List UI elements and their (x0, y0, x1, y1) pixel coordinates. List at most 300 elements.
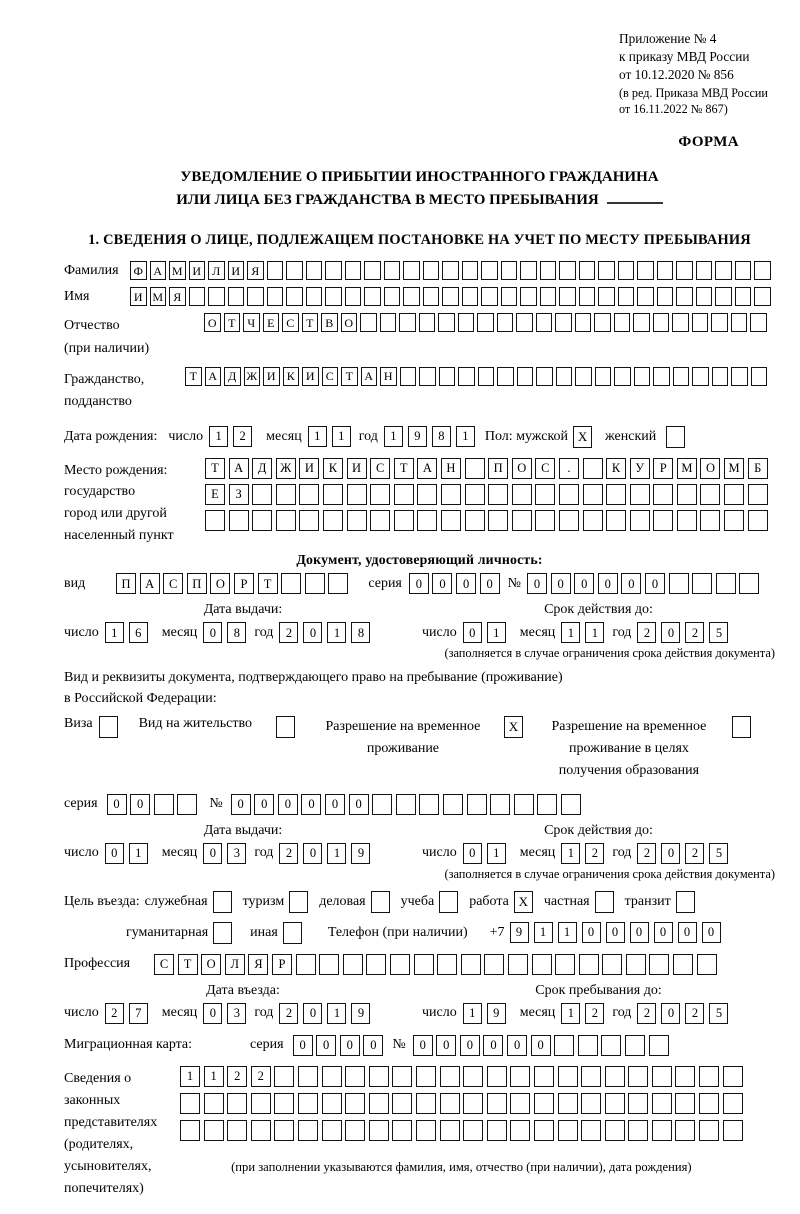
form-cell[interactable]: 0 (349, 794, 369, 815)
form-cell[interactable] (626, 954, 646, 975)
form-cell[interactable] (298, 1066, 318, 1087)
form-cell[interactable] (510, 1120, 530, 1141)
form-cell[interactable] (649, 954, 669, 975)
surname-input[interactable] (130, 261, 771, 280)
citizenship-input[interactable] (185, 367, 767, 386)
form-cell[interactable] (417, 510, 437, 531)
form-cell[interactable] (630, 484, 650, 505)
form-cell[interactable] (252, 510, 272, 531)
form-cell[interactable] (534, 1120, 554, 1141)
form-cell[interactable] (180, 1093, 200, 1114)
form-cell[interactable] (423, 261, 440, 280)
form-cell[interactable]: О (512, 458, 532, 479)
form-cell[interactable] (417, 484, 437, 505)
form-cell[interactable] (559, 287, 576, 306)
form-cell[interactable]: 0 (661, 622, 680, 643)
form-cell[interactable] (669, 573, 689, 594)
stay-month[interactable] (561, 1003, 604, 1024)
birth-place-input-row2[interactable] (205, 484, 768, 505)
form-cell[interactable] (298, 1093, 318, 1114)
form-cell[interactable] (575, 367, 592, 386)
form-cell[interactable]: 1 (209, 426, 228, 447)
form-cell[interactable] (715, 287, 732, 306)
form-cell[interactable]: 2 (637, 622, 656, 643)
form-cell[interactable]: 9 (510, 922, 529, 943)
form-cell[interactable] (723, 1120, 743, 1141)
form-cell[interactable] (488, 484, 508, 505)
form-cell[interactable]: 5 (709, 1003, 728, 1024)
form-cell[interactable] (364, 287, 381, 306)
form-cell[interactable] (723, 1093, 743, 1114)
form-cell[interactable] (606, 510, 626, 531)
form-cell[interactable] (653, 510, 673, 531)
form-cell[interactable] (328, 573, 348, 594)
form-cell[interactable]: 2 (637, 1003, 656, 1024)
form-cell[interactable] (716, 573, 736, 594)
form-cell[interactable] (614, 313, 631, 332)
form-cell[interactable]: О (201, 954, 221, 975)
form-cell[interactable] (369, 1066, 389, 1087)
form-cell[interactable]: О (210, 573, 230, 594)
form-cell[interactable] (438, 313, 455, 332)
form-cell[interactable] (559, 484, 579, 505)
form-cell[interactable]: Т (224, 313, 241, 332)
form-cell[interactable]: О (204, 313, 221, 332)
form-cell[interactable] (463, 1066, 483, 1087)
residence-valid-month[interactable] (561, 843, 604, 864)
form-cell[interactable] (189, 287, 206, 306)
form-cell[interactable] (347, 510, 367, 531)
form-cell[interactable] (322, 1093, 342, 1114)
form-cell[interactable] (442, 261, 459, 280)
form-cell[interactable] (487, 1093, 507, 1114)
form-cell[interactable]: И (299, 458, 319, 479)
form-cell[interactable] (711, 313, 728, 332)
form-cell[interactable]: 0 (325, 794, 345, 815)
form-cell[interactable]: 0 (130, 794, 150, 815)
form-cell[interactable]: 1 (384, 426, 403, 447)
residence-issue-year[interactable] (279, 843, 370, 864)
form-cell[interactable] (366, 954, 386, 975)
form-cell[interactable]: 1 (558, 922, 577, 943)
form-cell[interactable]: Т (205, 458, 225, 479)
form-cell[interactable] (276, 510, 296, 531)
form-cell[interactable]: 0 (630, 922, 649, 943)
form-cell[interactable] (723, 1066, 743, 1087)
form-cell[interactable]: 2 (279, 843, 298, 864)
form-cell[interactable] (396, 794, 416, 815)
form-cell[interactable] (724, 510, 744, 531)
form-cell[interactable]: 0 (598, 573, 618, 594)
form-cell[interactable] (692, 313, 709, 332)
form-cell[interactable] (652, 1066, 672, 1087)
form-cell[interactable] (579, 261, 596, 280)
form-cell[interactable] (583, 484, 603, 505)
form-cell[interactable] (497, 313, 514, 332)
form-cell[interactable] (286, 287, 303, 306)
form-cell[interactable] (439, 367, 456, 386)
form-cell[interactable] (537, 794, 557, 815)
form-cell[interactable]: 0 (363, 1035, 383, 1056)
form-cell[interactable] (345, 1093, 365, 1114)
residence-valid-year[interactable] (637, 843, 728, 864)
form-cell[interactable] (463, 1120, 483, 1141)
form-cell[interactable] (598, 261, 615, 280)
form-cell[interactable]: 7 (129, 1003, 148, 1024)
form-cell[interactable] (672, 313, 689, 332)
form-cell[interactable] (575, 313, 592, 332)
form-cell[interactable] (579, 954, 599, 975)
form-cell[interactable] (323, 484, 343, 505)
form-cell[interactable]: Б (748, 458, 768, 479)
form-cell[interactable] (345, 1120, 365, 1141)
doc-number-input[interactable] (527, 573, 759, 594)
form-cell[interactable] (581, 1120, 601, 1141)
form-cell[interactable] (559, 261, 576, 280)
form-cell[interactable]: Т (341, 367, 358, 386)
purpose-humanitarian-checkbox[interactable] (213, 922, 232, 944)
doc-issue-year[interactable] (279, 622, 370, 643)
form-cell[interactable] (477, 313, 494, 332)
form-cell[interactable] (487, 1120, 507, 1141)
form-cell[interactable] (441, 484, 461, 505)
birth-place-input-row3[interactable] (205, 510, 768, 531)
form-cell[interactable] (467, 794, 487, 815)
form-cell[interactable] (419, 313, 436, 332)
form-cell[interactable] (751, 367, 768, 386)
form-cell[interactable] (724, 484, 744, 505)
form-cell[interactable] (416, 1093, 436, 1114)
form-cell[interactable]: П (116, 573, 136, 594)
form-cell[interactable] (750, 313, 767, 332)
doc-issue-month[interactable] (203, 622, 246, 643)
form-cell[interactable]: 0 (606, 922, 625, 943)
form-cell[interactable] (520, 287, 537, 306)
form-cell[interactable]: 1 (327, 1003, 346, 1024)
phone-input[interactable] (510, 922, 721, 943)
purpose-official-checkbox[interactable] (213, 891, 232, 913)
form-cell[interactable] (697, 954, 717, 975)
form-cell[interactable]: 0 (303, 1003, 322, 1024)
form-cell[interactable] (653, 313, 670, 332)
form-cell[interactable] (325, 261, 342, 280)
form-cell[interactable] (594, 313, 611, 332)
form-cell[interactable] (578, 1035, 598, 1056)
form-cell[interactable] (458, 367, 475, 386)
form-cell[interactable] (488, 510, 508, 531)
form-cell[interactable]: С (322, 367, 339, 386)
form-cell[interactable] (481, 287, 498, 306)
form-cell[interactable] (739, 573, 759, 594)
form-cell[interactable] (267, 261, 284, 280)
form-cell[interactable]: Т (302, 313, 319, 332)
form-cell[interactable]: 0 (574, 573, 594, 594)
form-cell[interactable] (465, 510, 485, 531)
form-cell[interactable]: 0 (254, 794, 274, 815)
form-cell[interactable] (177, 794, 197, 815)
stay-day[interactable] (463, 1003, 506, 1024)
form-cell[interactable]: С (535, 458, 555, 479)
form-cell[interactable] (618, 261, 635, 280)
entry-day[interactable] (105, 1003, 148, 1024)
form-cell[interactable] (581, 1093, 601, 1114)
form-cell[interactable] (372, 794, 392, 815)
form-cell[interactable] (369, 1120, 389, 1141)
form-cell[interactable]: Я (248, 954, 268, 975)
form-cell[interactable] (323, 510, 343, 531)
form-cell[interactable] (731, 313, 748, 332)
form-cell[interactable] (276, 484, 296, 505)
form-cell[interactable] (463, 1093, 483, 1114)
form-cell[interactable] (653, 367, 670, 386)
form-cell[interactable]: Л (208, 261, 225, 280)
birth-year-input[interactable] (384, 426, 475, 447)
form-cell[interactable]: 0 (203, 622, 222, 643)
form-cell[interactable]: 2 (585, 843, 604, 864)
form-cell[interactable] (534, 1093, 554, 1114)
form-cell[interactable] (536, 313, 553, 332)
form-cell[interactable]: 2 (637, 843, 656, 864)
form-cell[interactable]: Е (263, 313, 280, 332)
form-cell[interactable]: 0 (661, 1003, 680, 1024)
purpose-private-checkbox[interactable] (595, 891, 614, 913)
form-cell[interactable] (554, 1035, 574, 1056)
option-residence-permit-checkbox[interactable] (276, 716, 295, 738)
form-cell[interactable] (653, 484, 673, 505)
form-cell[interactable] (343, 954, 363, 975)
form-cell[interactable] (606, 484, 626, 505)
form-cell[interactable]: 0 (621, 573, 641, 594)
form-cell[interactable] (676, 287, 693, 306)
form-cell[interactable] (514, 794, 534, 815)
form-cell[interactable]: 1 (487, 843, 506, 864)
form-cell[interactable] (251, 1120, 271, 1141)
form-cell[interactable] (458, 313, 475, 332)
form-cell[interactable] (652, 1120, 672, 1141)
form-cell[interactable]: С (163, 573, 183, 594)
form-cell[interactable]: 2 (251, 1066, 271, 1087)
form-cell[interactable]: 0 (507, 1035, 527, 1056)
form-cell[interactable] (583, 458, 603, 479)
form-cell[interactable] (628, 1120, 648, 1141)
form-cell[interactable] (154, 794, 174, 815)
form-cell[interactable] (516, 313, 533, 332)
form-cell[interactable] (227, 1093, 247, 1114)
form-cell[interactable] (628, 1066, 648, 1087)
form-cell[interactable]: 2 (105, 1003, 124, 1024)
form-cell[interactable] (630, 510, 650, 531)
form-cell[interactable]: Д (252, 458, 272, 479)
form-cell[interactable] (252, 484, 272, 505)
form-cell[interactable] (673, 367, 690, 386)
form-cell[interactable]: У (630, 458, 650, 479)
form-cell[interactable]: 2 (585, 1003, 604, 1024)
form-cell[interactable]: 0 (293, 1035, 313, 1056)
form-cell[interactable] (441, 510, 461, 531)
form-cell[interactable] (462, 261, 479, 280)
form-cell[interactable]: 0 (645, 573, 665, 594)
form-cell[interactable] (512, 484, 532, 505)
purpose-transit-checkbox[interactable] (676, 891, 695, 913)
form-cell[interactable]: 1 (105, 622, 124, 643)
form-cell[interactable]: С (154, 954, 174, 975)
form-cell[interactable] (322, 1066, 342, 1087)
form-cell[interactable]: Т (394, 458, 414, 479)
form-cell[interactable] (657, 261, 674, 280)
form-cell[interactable] (306, 261, 323, 280)
form-cell[interactable]: А (140, 573, 160, 594)
form-cell[interactable]: 1 (561, 1003, 580, 1024)
form-cell[interactable] (478, 367, 495, 386)
stay-year[interactable] (637, 1003, 728, 1024)
form-cell[interactable]: И (189, 261, 206, 280)
form-cell[interactable] (369, 1093, 389, 1114)
form-cell[interactable]: М (169, 261, 186, 280)
form-cell[interactable]: В (321, 313, 338, 332)
form-cell[interactable]: 0 (203, 1003, 222, 1024)
form-cell[interactable]: З (229, 484, 249, 505)
form-cell[interactable]: 1 (561, 843, 580, 864)
form-cell[interactable] (558, 1066, 578, 1087)
form-cell[interactable] (614, 367, 631, 386)
form-cell[interactable] (696, 287, 713, 306)
form-cell[interactable] (299, 484, 319, 505)
form-cell[interactable] (510, 1093, 530, 1114)
form-cell[interactable]: 0 (463, 843, 482, 864)
birth-month-input[interactable] (308, 426, 351, 447)
form-cell[interactable] (347, 484, 367, 505)
form-cell[interactable]: 0 (303, 622, 322, 643)
form-cell[interactable]: 0 (231, 794, 251, 815)
form-cell[interactable] (634, 367, 651, 386)
form-cell[interactable] (440, 1066, 460, 1087)
doc-issue-day[interactable] (105, 622, 148, 643)
form-cell[interactable] (692, 573, 712, 594)
form-cell[interactable] (345, 1066, 365, 1087)
entry-month[interactable] (203, 1003, 246, 1024)
form-cell[interactable]: 9 (351, 843, 370, 864)
form-cell[interactable]: Т (178, 954, 198, 975)
form-cell[interactable] (675, 1120, 695, 1141)
form-cell[interactable] (484, 954, 504, 975)
form-cell[interactable]: 0 (463, 622, 482, 643)
form-cell[interactable] (555, 954, 575, 975)
form-cell[interactable] (497, 367, 514, 386)
form-cell[interactable]: 5 (709, 843, 728, 864)
form-cell[interactable] (731, 367, 748, 386)
form-cell[interactable] (675, 1093, 695, 1114)
form-cell[interactable] (487, 1066, 507, 1087)
option-temp-residence-checkbox[interactable]: X (504, 716, 523, 738)
form-cell[interactable] (637, 287, 654, 306)
form-cell[interactable]: 8 (351, 622, 370, 643)
form-cell[interactable]: 0 (551, 573, 571, 594)
form-cell[interactable] (649, 1035, 669, 1056)
form-cell[interactable] (392, 1066, 412, 1087)
form-cell[interactable] (696, 261, 713, 280)
form-cell[interactable]: 0 (654, 922, 673, 943)
form-cell[interactable]: 0 (436, 1035, 456, 1056)
form-cell[interactable] (633, 313, 650, 332)
form-cell[interactable]: 0 (409, 573, 429, 594)
form-cell[interactable]: 1 (332, 426, 351, 447)
form-cell[interactable] (345, 287, 362, 306)
form-cell[interactable] (419, 794, 439, 815)
form-cell[interactable]: 1 (204, 1066, 224, 1087)
form-cell[interactable]: А (150, 261, 167, 280)
form-cell[interactable]: О (700, 458, 720, 479)
form-cell[interactable] (360, 313, 377, 332)
form-cell[interactable] (394, 510, 414, 531)
form-cell[interactable] (676, 261, 693, 280)
form-cell[interactable]: 1 (180, 1066, 200, 1087)
form-cell[interactable] (416, 1066, 436, 1087)
form-cell[interactable] (581, 1066, 601, 1087)
form-cell[interactable]: И (228, 261, 245, 280)
form-cell[interactable]: 9 (487, 1003, 506, 1024)
form-cell[interactable]: Р (653, 458, 673, 479)
form-cell[interactable] (561, 794, 581, 815)
form-cell[interactable] (652, 1093, 672, 1114)
residence-series-input[interactable] (107, 794, 198, 815)
form-cell[interactable] (715, 261, 732, 280)
form-cell[interactable] (345, 261, 362, 280)
form-cell[interactable]: 0 (105, 843, 124, 864)
form-cell[interactable]: И (347, 458, 367, 479)
form-cell[interactable] (390, 954, 410, 975)
form-cell[interactable]: М (724, 458, 744, 479)
form-cell[interactable] (204, 1093, 224, 1114)
form-cell[interactable]: И (130, 287, 147, 306)
form-cell[interactable] (748, 510, 768, 531)
form-cell[interactable] (625, 1035, 645, 1056)
form-cell[interactable]: Н (441, 458, 461, 479)
form-cell[interactable]: Ж (244, 367, 261, 386)
form-cell[interactable] (440, 1093, 460, 1114)
form-cell[interactable]: Р (272, 954, 292, 975)
form-cell[interactable]: 0 (413, 1035, 433, 1056)
form-cell[interactable] (416, 1120, 436, 1141)
form-cell[interactable] (699, 1120, 719, 1141)
sex-female-checkbox[interactable] (666, 426, 685, 448)
form-cell[interactable] (403, 261, 420, 280)
form-cell[interactable]: 2 (233, 426, 252, 447)
form-cell[interactable]: 3 (227, 1003, 246, 1024)
form-cell[interactable]: 1 (561, 622, 580, 643)
form-cell[interactable]: И (302, 367, 319, 386)
form-cell[interactable] (536, 367, 553, 386)
form-cell[interactable] (208, 287, 225, 306)
form-cell[interactable] (205, 510, 225, 531)
form-cell[interactable]: 0 (531, 1035, 551, 1056)
form-cell[interactable] (637, 261, 654, 280)
form-cell[interactable] (605, 1066, 625, 1087)
form-cell[interactable] (392, 1120, 412, 1141)
form-cell[interactable] (298, 1120, 318, 1141)
form-cell[interactable]: 2 (227, 1066, 247, 1087)
form-cell[interactable] (403, 287, 420, 306)
form-cell[interactable]: 8 (227, 622, 246, 643)
form-cell[interactable] (673, 954, 693, 975)
form-cell[interactable] (501, 287, 518, 306)
form-cell[interactable]: С (370, 458, 390, 479)
form-cell[interactable] (748, 484, 768, 505)
option-education-residence-checkbox[interactable] (732, 716, 751, 738)
form-cell[interactable]: А (205, 367, 222, 386)
form-cell[interactable]: 2 (685, 622, 704, 643)
birth-day-input[interactable] (209, 426, 252, 447)
form-cell[interactable]: 0 (316, 1035, 336, 1056)
